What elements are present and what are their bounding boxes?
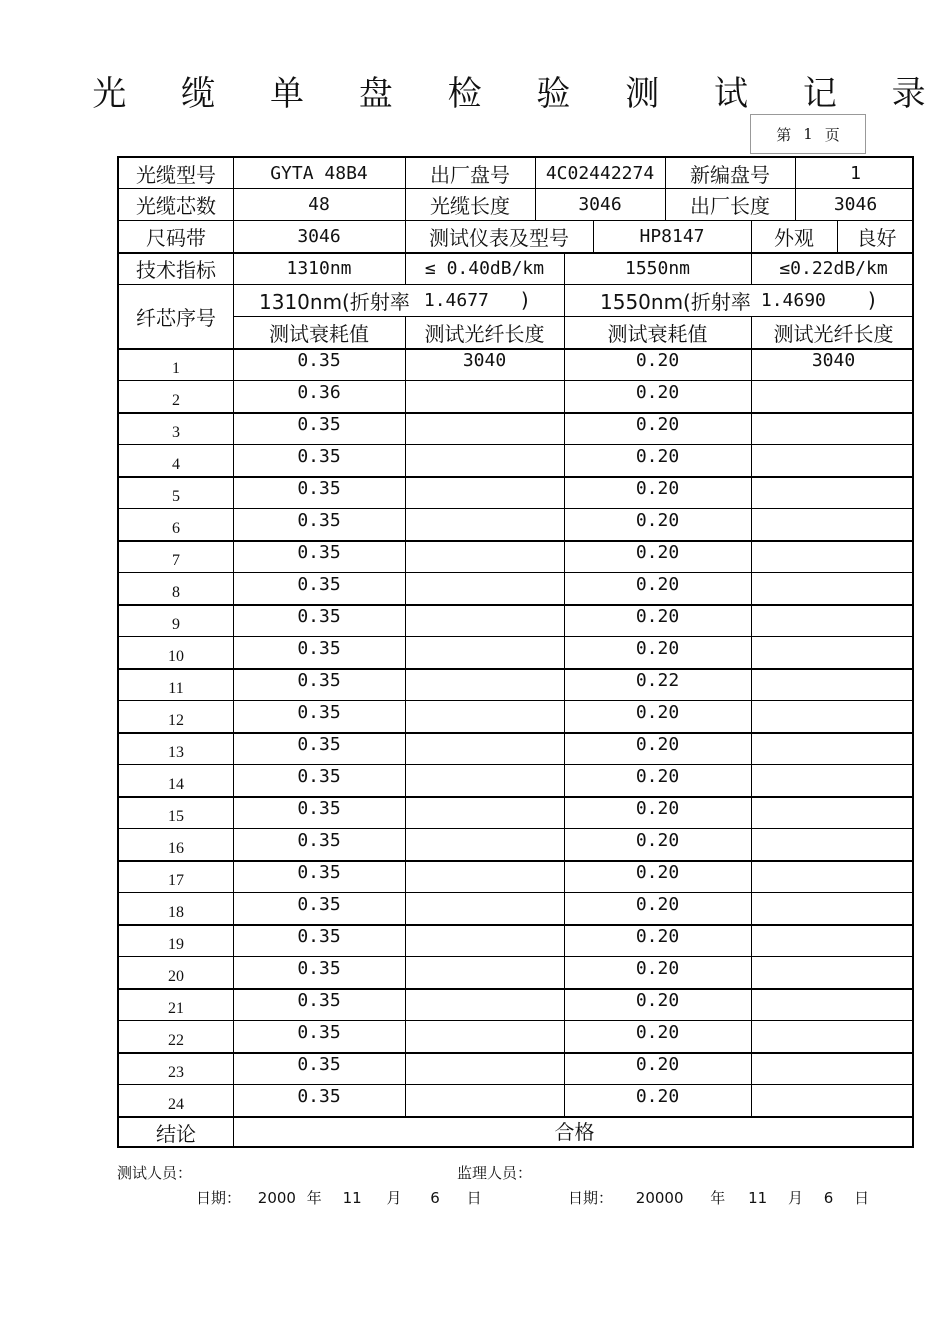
fiber-number: 8 [172, 584, 180, 601]
appearance-value: 良好 [856, 225, 897, 250]
length-1310-value [405, 444, 564, 476]
fiber-number: 4 [172, 456, 180, 473]
length-1550-value [751, 380, 916, 412]
instrument-label: 测试仪表及型号 [429, 225, 569, 250]
atten-1310-value: 0.35 [297, 542, 341, 563]
fiber-number: 16 [168, 840, 184, 857]
atten-1550-value: 0.22 [635, 670, 680, 691]
atten-1550-value: 0.20 [635, 798, 680, 819]
atten-1550-value: 0.20 [635, 542, 680, 563]
atten-1550-value: 0.20 [635, 766, 680, 787]
tech-spec-label: 技术指标 [136, 257, 216, 282]
length-1550-value [751, 412, 916, 444]
ri-1310-close: ) [520, 288, 529, 312]
date-day-unit: 日 [466, 1189, 482, 1207]
date-year: 2000 [257, 1189, 296, 1207]
fiber-number: 7 [172, 552, 180, 569]
length-1550-value [751, 988, 916, 1020]
length-1310-value [405, 700, 564, 732]
atten-1550-value: 0.20 [635, 350, 680, 371]
length-1310-value [405, 412, 564, 444]
atten-1550-value: 0.20 [635, 926, 680, 947]
atten-1310-value: 0.35 [297, 606, 341, 627]
fiber-number: 19 [168, 936, 184, 953]
length-1550-value [751, 892, 916, 924]
tech-1310-limit: ≤ 0.40dB/km [424, 257, 545, 279]
col-length-1550: 测试光纤长度 [773, 321, 894, 346]
length-1550-value [751, 732, 916, 764]
atten-1310-value: 0.35 [297, 958, 341, 979]
length-1310-value [405, 476, 564, 508]
fiber-number: 24 [168, 1096, 184, 1113]
fiber-number: 20 [168, 968, 184, 985]
atten-1310-value: 0.35 [297, 830, 341, 851]
fiber-number: 17 [168, 872, 184, 889]
atten-1310-value: 0.35 [297, 734, 341, 755]
page-number: 1 [803, 125, 813, 143]
fiber-number: 3 [172, 424, 180, 441]
date-year-unit: 年 [710, 1189, 726, 1207]
ri-1550-label: 1550nm(折射率 [600, 289, 751, 314]
length-1310-value [405, 764, 564, 796]
length-1550-value [751, 1084, 916, 1116]
factory-reel-label: 出厂盘号 [430, 162, 510, 187]
ri-1310-label: 1310nm(折射率 [259, 289, 410, 314]
fiber-number: 15 [168, 808, 184, 825]
atten-1550-value: 0.20 [635, 734, 680, 755]
atten-1310-value: 0.35 [297, 638, 341, 659]
atten-1310-value: 0.35 [297, 798, 341, 819]
atten-1550-value: 0.20 [635, 830, 680, 851]
length-1310-value [405, 540, 564, 572]
length-1550-value [751, 796, 916, 828]
ri-1550-value: 1.4690 [760, 289, 826, 311]
instrument-value: HP8147 [639, 225, 705, 247]
refractive-index-1310 [233, 284, 564, 316]
atten-1550-value: 0.20 [635, 478, 680, 499]
fiber-number: 9 [172, 616, 180, 633]
atten-1310-value: 0.35 [297, 926, 341, 947]
fiber-number: 14 [168, 776, 184, 793]
col-atten-1550: 测试衰耗值 [607, 321, 708, 346]
page-title: 光 缆 单 盘 检 验 测 试 记 录 [92, 74, 948, 114]
new-reel-label: 新编盘号 [690, 162, 770, 187]
length-1310-value [405, 828, 564, 860]
atten-1310-value: 0.35 [297, 1054, 341, 1075]
length-1550-value [751, 476, 916, 508]
atten-1310-value: 0.35 [297, 766, 341, 787]
length-1310-value [405, 796, 564, 828]
length-1550-value [751, 540, 916, 572]
fiber-number: 21 [168, 1000, 184, 1017]
date-day: 6 [430, 1189, 440, 1207]
atten-1550-value: 0.20 [635, 894, 680, 915]
factory-reel-value: 4C02442274 [545, 162, 655, 184]
tester-label: 测试人员： [117, 1164, 193, 1182]
core-count-value: 48 [308, 193, 330, 215]
atten-1310-value: 0.35 [297, 862, 341, 883]
cable-model-label: 光缆型号 [136, 162, 216, 187]
length-1550-value: 3040 [811, 350, 856, 371]
fiber-number: 18 [168, 904, 184, 921]
col-atten-1310: 测试衰耗值 [269, 321, 369, 346]
new-reel-value: 1 [850, 162, 861, 184]
cable-length-label: 光缆长度 [430, 193, 510, 218]
page-number-box [750, 114, 866, 154]
length-1550-value [751, 508, 916, 540]
tech-1310-wavelength: 1310nm [286, 257, 352, 279]
length-1310-value [405, 860, 564, 892]
conclusion-value: 合格 [554, 1120, 595, 1144]
atten-1310-value: 0.35 [297, 1086, 341, 1107]
length-1310-value [405, 1084, 564, 1116]
factory-length-label: 出厂长度 [690, 193, 770, 218]
tech-1550-limit: ≤0.22dB/km [779, 257, 888, 279]
fiber-number: 23 [168, 1064, 184, 1081]
fiber-seq-label: 纤芯序号 [136, 305, 216, 330]
factory-length-value: 3046 [833, 193, 878, 215]
length-1310-value [405, 604, 564, 636]
length-1550-value [751, 956, 916, 988]
atten-1550-value: 0.20 [635, 414, 680, 435]
length-1310-value [405, 732, 564, 764]
length-1550-value [751, 860, 916, 892]
length-1310-value [405, 924, 564, 956]
atten-1550-value: 0.20 [635, 862, 680, 883]
ruler-value: 3046 [297, 225, 341, 247]
length-1310-value [405, 572, 564, 604]
atten-1550-value: 0.20 [635, 1086, 680, 1107]
length-1550-value [751, 444, 916, 476]
date-month-unit: 月 [787, 1189, 803, 1207]
fiber-number: 5 [172, 488, 180, 505]
atten-1310-value: 0.35 [297, 670, 341, 691]
fiber-number: 22 [168, 1032, 184, 1049]
length-1550-value [751, 668, 916, 700]
fiber-number: 1 [172, 360, 180, 377]
atten-1310-value: 0.35 [297, 990, 341, 1011]
conclusion-label: 结论 [156, 1121, 196, 1146]
atten-1310-value: 0.35 [297, 510, 341, 531]
date-month-unit: 月 [386, 1189, 402, 1207]
date-year: 20000 [635, 1189, 684, 1207]
length-1310-value [405, 988, 564, 1020]
supervisor-date [568, 1187, 869, 1208]
date-year-unit: 年 [306, 1189, 322, 1207]
length-1550-value [751, 572, 916, 604]
length-1310-value [405, 956, 564, 988]
fiber-number: 11 [168, 680, 184, 697]
length-1310-value [405, 636, 564, 668]
appearance-label: 外观 [774, 225, 814, 250]
fiber-number: 6 [172, 520, 180, 537]
atten-1310-value: 0.35 [297, 446, 341, 467]
cable-model-value: GYTA 48B4 [270, 162, 368, 184]
col-length-1310: 测试光纤长度 [424, 321, 545, 346]
core-count-label: 光缆芯数 [136, 193, 216, 218]
length-1550-value [751, 1020, 916, 1052]
atten-1550-value: 0.20 [635, 382, 680, 403]
atten-1310-value: 0.35 [297, 574, 341, 595]
test-record-table [117, 156, 914, 1148]
ruler-label: 尺码带 [146, 225, 206, 250]
length-1550-value [751, 1052, 916, 1084]
tester-date [196, 1187, 482, 1208]
atten-1550-value: 0.20 [635, 958, 680, 979]
length-1310-value [405, 1020, 564, 1052]
length-1310-value [405, 668, 564, 700]
ri-1310-value: 1.4677 [423, 289, 489, 311]
fiber-number: 13 [168, 744, 184, 761]
length-1550-value [751, 828, 916, 860]
length-1550-value [751, 636, 916, 668]
length-1310-value [405, 1052, 564, 1084]
date-day-unit: 日 [854, 1189, 870, 1207]
fiber-number: 10 [168, 648, 184, 665]
atten-1550-value: 0.20 [635, 990, 680, 1011]
length-1310-value [405, 508, 564, 540]
length-1550-value [751, 604, 916, 636]
date-month: 11 [342, 1189, 362, 1207]
atten-1310-value: 0.36 [297, 382, 341, 403]
fiber-number: 12 [168, 712, 184, 729]
atten-1550-value: 0.20 [635, 638, 680, 659]
atten-1550-value: 0.20 [635, 510, 680, 531]
date-day: 6 [823, 1189, 834, 1207]
length-1310-value: 3040 [462, 350, 507, 371]
atten-1310-value: 0.35 [297, 350, 341, 371]
date-label: 日期： [196, 1189, 242, 1207]
tech-1550-wavelength: 1550nm [624, 257, 691, 279]
length-1550-value [751, 764, 916, 796]
atten-1310-value: 0.35 [297, 414, 341, 435]
atten-1550-value: 0.20 [635, 1022, 680, 1043]
length-1550-value [751, 924, 916, 956]
atten-1550-value: 0.20 [635, 446, 680, 467]
supervisor-label: 监理人员： [457, 1164, 533, 1182]
atten-1310-value: 0.35 [297, 702, 341, 723]
page-prefix: 第 [776, 125, 792, 144]
ri-1550-close: ) [867, 288, 876, 312]
page-suffix: 页 [824, 125, 840, 144]
length-1310-value [405, 892, 564, 924]
cable-length-value: 3046 [578, 193, 622, 215]
refractive-index-1550 [564, 284, 916, 316]
length-1310-value [405, 380, 564, 412]
date-label: 日期： [568, 1189, 614, 1207]
atten-1310-value: 0.35 [297, 894, 341, 915]
atten-1550-value: 0.20 [635, 606, 680, 627]
length-1550-value [751, 700, 916, 732]
atten-1550-value: 0.20 [635, 1054, 680, 1075]
atten-1310-value: 0.35 [297, 1022, 341, 1043]
atten-1550-value: 0.20 [635, 702, 680, 723]
atten-1310-value: 0.35 [297, 478, 341, 499]
fiber-number: 2 [172, 392, 180, 409]
date-month: 11 [748, 1189, 768, 1207]
atten-1550-value: 0.20 [635, 574, 680, 595]
